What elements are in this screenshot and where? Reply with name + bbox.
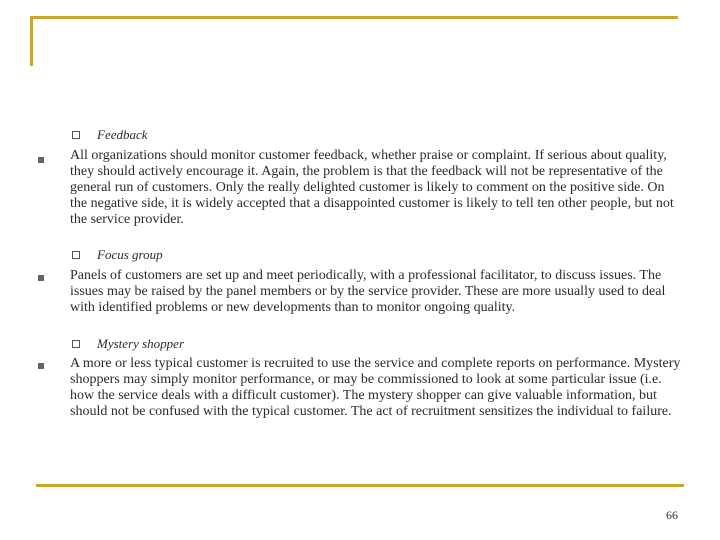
hollow-square-icon	[72, 340, 80, 348]
subheading-text: Mystery shopper	[97, 336, 185, 351]
paragraph-feedback: All organizations should monitor customer feedback, whether praise or complaint. If serious about quality, they should actively encourage it. Again, the problem is that the feedback will not be representative of the general run of customers. Only the really delighted customer is likely to comment on the positive side. On the negative side, it is widely accepted that a disappointed customer is likely to tell ten other people, but not the service provider.	[70, 148, 674, 227]
hollow-square-icon	[72, 251, 80, 259]
paragraph-mystery-shopper: A more or less typical customer is recruited to use the service and complete reports on performance. Mystery shoppers may simply monitor performance, or may be commissioned to look at some particular issue (i.e. how the service deals with a difficult customer). The mystery shopper can give valuable information, but should not be confused with the typical customer. The act of recruitment sensitizes the individual to failure.	[70, 356, 681, 419]
subheading-feedback	[72, 127, 148, 143]
subheading-mystery-shopper	[72, 336, 184, 352]
hollow-square-icon	[72, 131, 80, 139]
filled-square-icon	[38, 275, 44, 281]
subheading-text: Feedback	[97, 127, 148, 142]
subheading-text: Focus group	[97, 247, 163, 262]
subheading-focus-group	[72, 247, 163, 263]
filled-square-icon	[38, 157, 44, 163]
bottom-accent-rule	[36, 484, 684, 487]
page-number: 66	[666, 508, 678, 522]
paragraph-focus-group: Panels of customers are set up and meet periodically, with a professional facilitator, to discuss issues. The issues may be raised by the panel members or by the service provider. These are more usually used to deal with identified problems or new developments than to monitor ongoing quality.	[70, 268, 666, 315]
filled-square-icon	[38, 363, 44, 369]
